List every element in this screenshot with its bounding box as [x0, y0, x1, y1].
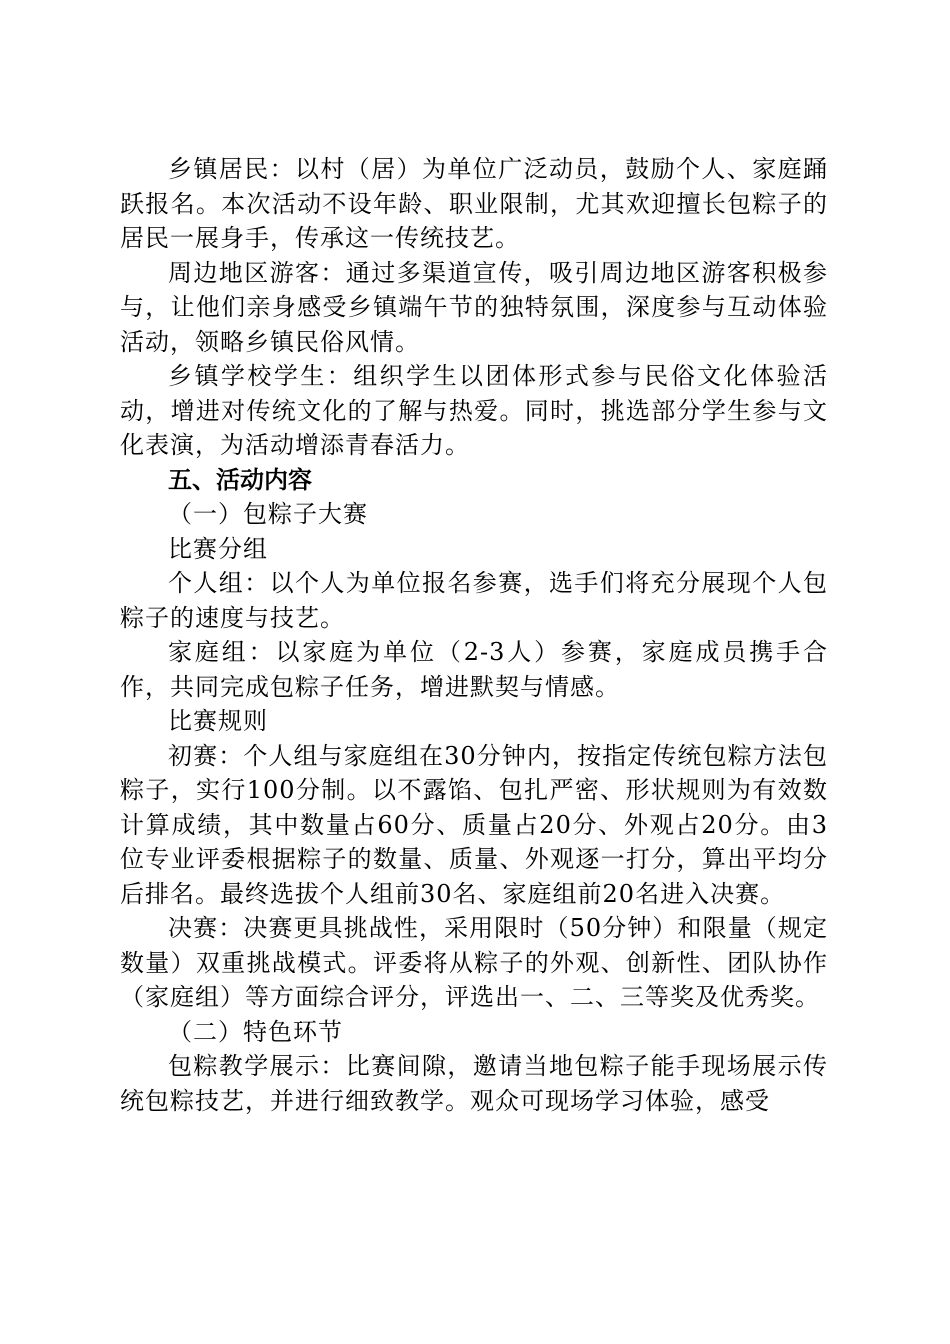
paragraph-family-group: 家庭组：以家庭为单位（2-3人）参赛，家庭成员携手合作，共同完成包粽子任务，增进默契与情感。 — [120, 638, 828, 701]
paragraph-tourists: 周边地区游客：通过多渠道宣传，吸引周边地区游客积极参与，让他们亲身感受乡镇端午节的独特氛围，深度参与互动体验活动，领略乡镇民俗风情。 — [120, 258, 828, 356]
subheading-special-sessions: （二）特色环节 — [168, 1017, 343, 1046]
section-heading-activity-content: 五、活动内容 — [168, 465, 312, 494]
paragraph-students: 乡镇学校学生：组织学生以团体形式参与民俗文化体验活动，增进对传统文化的了解与热爱。同时，挑选部分学生参与文化表演，为活动增添青春活力。 — [120, 362, 828, 459]
document-page — [120, 152, 828, 1118]
paragraph-preliminary: 初赛：个人组与家庭组在30分钟内，按指定传统包粽方法包粽子，实行100分制。以不露馅、包扎严密、形状规则为有效数计算成绩，其中数量占60分、质量占20分、外观占20分。由3位专业评委根据粽子的数量、质量、外观逐一打分，算出平均分后排名。最终选拔个人组前30名、家庭组前20名进入决赛。 — [120, 741, 828, 908]
subheading-zongzi-contest: （一）包粽子大赛 — [168, 500, 368, 528]
label-competition-rules: 比赛规则 — [168, 707, 268, 735]
paragraph-individual-group: 个人组：以个人为单位报名参赛，选手们将充分展现个人包粽子的速度与技艺。 — [120, 569, 828, 632]
paragraph-final: 决赛：决赛更具挑战性，采用限时（50分钟）和限量（规定数量）双重挑战模式。评委将从粽子的外观、创新性、团队协作（家庭组）等方面综合评分，评选出一、二、三等奖及优秀奖。 — [120, 914, 828, 1011]
paragraph-teaching-demo: 包粽教学展示：比赛间隙，邀请当地包粽子能手现场展示传统包粽技艺，并进行细致教学。观众可现场学习体验，感受 — [120, 1052, 828, 1115]
paragraph-residents: 乡镇居民：以村（居）为单位广泛动员，鼓励个人、家庭踊跃报名。本次活动不设年龄、职业限制，尤其欢迎擅长包粽子的居民一展身手，传承这一传统技艺。 — [120, 155, 828, 252]
label-competition-groups: 比赛分组 — [168, 534, 268, 563]
